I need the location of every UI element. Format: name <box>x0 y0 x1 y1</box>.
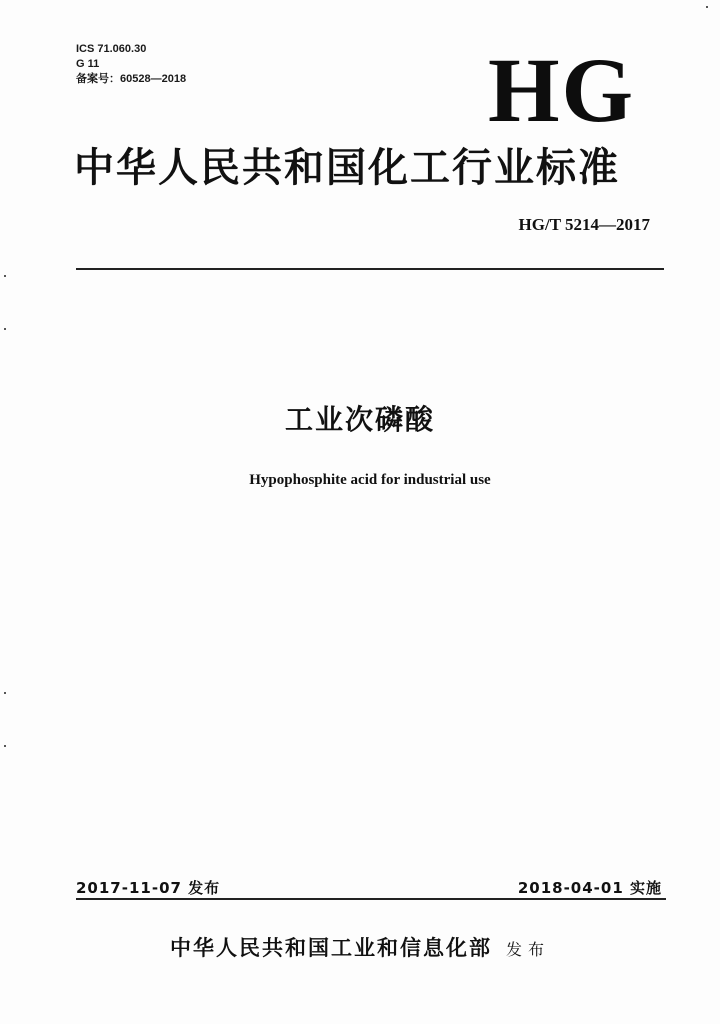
classification-code: G 11 <box>76 58 100 70</box>
scan-speck <box>4 692 6 694</box>
ics-code: ICS 71.060.30 <box>76 43 147 55</box>
record-number: 备案号：60528—2018 <box>76 73 187 85</box>
scan-speck <box>4 328 6 330</box>
header-divider <box>76 268 664 270</box>
issuer <box>0 932 720 962</box>
document-title-chinese: 工业次磷酸 <box>284 403 435 436</box>
document-title-english: Hypophosphite acid for industrial use <box>249 472 491 488</box>
issuer-suffix: 发布 <box>505 940 550 959</box>
footer-divider <box>76 898 666 900</box>
standard-title: 中华人民共和国化工行业标准 <box>74 144 620 191</box>
header-meta <box>76 42 186 87</box>
standard-number: HG/T 5214—2017 <box>518 215 650 234</box>
release-date: 2017-11-07 发布 <box>76 879 221 897</box>
implementation-date: 2018-04-01 实施 <box>517 879 662 897</box>
issuer-name: 中华人民共和国工业和信息化部 <box>169 935 492 960</box>
scan-speck <box>706 6 708 8</box>
hg-logo: HG <box>488 39 636 141</box>
scan-speck <box>4 745 6 747</box>
scan-speck <box>4 275 6 277</box>
